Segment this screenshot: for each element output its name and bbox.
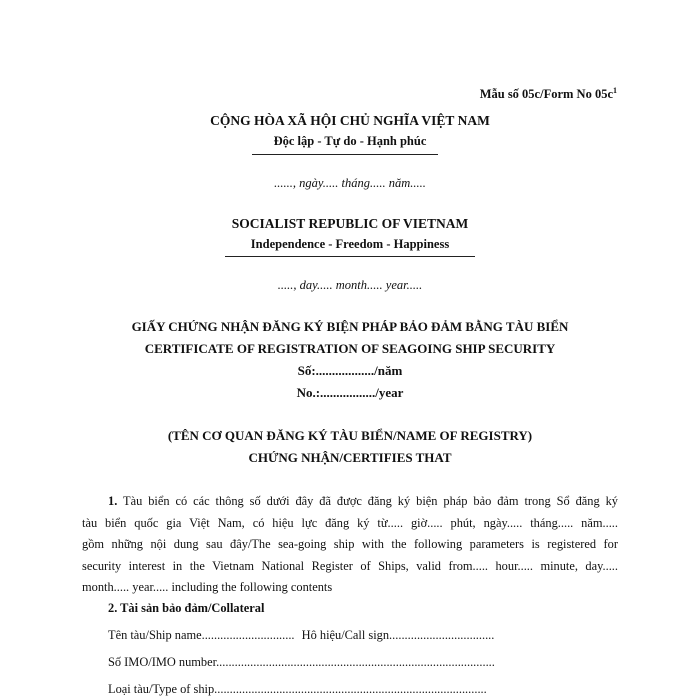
en-country-name: SOCIALIST REPUBLIC OF VIETNAM	[231, 216, 469, 231]
form-number-text: Mẫu số 05c/Form No 05c	[479, 87, 613, 102]
ship-type-field: Loại tàu/Type of ship........................................................................................	[108, 682, 487, 696]
title-en: CERTIFICATE OF REGISTRATION OF SEAGOING SHIP SECURITY	[144, 341, 556, 356]
section-1-line: month..... year..... including the following contents	[82, 580, 333, 594]
form-number	[480, 86, 617, 102]
ship-name-label: Tên tàu/Ship name..............................	[108, 628, 295, 642]
certifies-heading: CHỨNG NHẬN/CERTIFIES THAT	[248, 450, 452, 465]
ship-name-field	[108, 628, 494, 643]
vn-motto-underline	[252, 154, 438, 155]
en-motto: Independence - Freedom - Happiness	[250, 237, 450, 251]
section-1-line: security interest in the Vietnam National Register of Ships, valid from..... hour..... minute, day.....	[82, 558, 618, 573]
section-1-line-text: Tàu biển có các thông số dưới đây đã được đăng ký biện pháp bảo đảm trong Sổ đăng ký	[123, 494, 618, 508]
en-date-line: ....., day..... month..... year.....	[277, 278, 423, 292]
registry-name: (TÊN CƠ QUAN ĐĂNG KÝ TÀU BIỂN/NAME OF REGISTRY)	[167, 428, 533, 443]
call-sign-label: Hô hiệu/Call sign..................................	[301, 628, 495, 642]
section-1-line: tàu biển quốc gia Việt Nam, có hiệu lực đăng ký từ..... giờ..... phút, ngày..... tháng..... năm.....	[82, 515, 618, 530]
vn-motto: Độc lập - Tự do - Hạnh phúc	[273, 134, 427, 148]
imo-number-field: Số IMO/IMO number..........................................................................................	[108, 655, 495, 669]
section-1-line	[108, 491, 618, 513]
en-motto-underline	[225, 256, 475, 257]
form-number-footnote: 1	[613, 86, 617, 95]
section-1-number: 1.	[108, 494, 118, 508]
vn-date-line: ......, ngày..... tháng..... năm.....	[274, 176, 426, 190]
certificate-number-vn: Số:................../năm	[297, 363, 403, 378]
section-1-line: gồm những nội dung sau đây/The sea-going ship with the following parameters is registered for	[82, 537, 618, 551]
section-1-paragraph	[82, 491, 618, 599]
section-2-heading: 2. Tài sản bảo đảm/Collateral	[108, 601, 265, 615]
certificate-number-en: No.:................./year	[296, 385, 404, 400]
title-vn: GIẤY CHỨNG NHẬN ĐĂNG KÝ BIỆN PHÁP BẢO ĐẢM BẰNG TÀU BIỂN	[131, 319, 569, 334]
vn-country-name: CỘNG HÒA XÃ HỘI CHỦ NGHĨA VIỆT NAM	[210, 113, 490, 128]
